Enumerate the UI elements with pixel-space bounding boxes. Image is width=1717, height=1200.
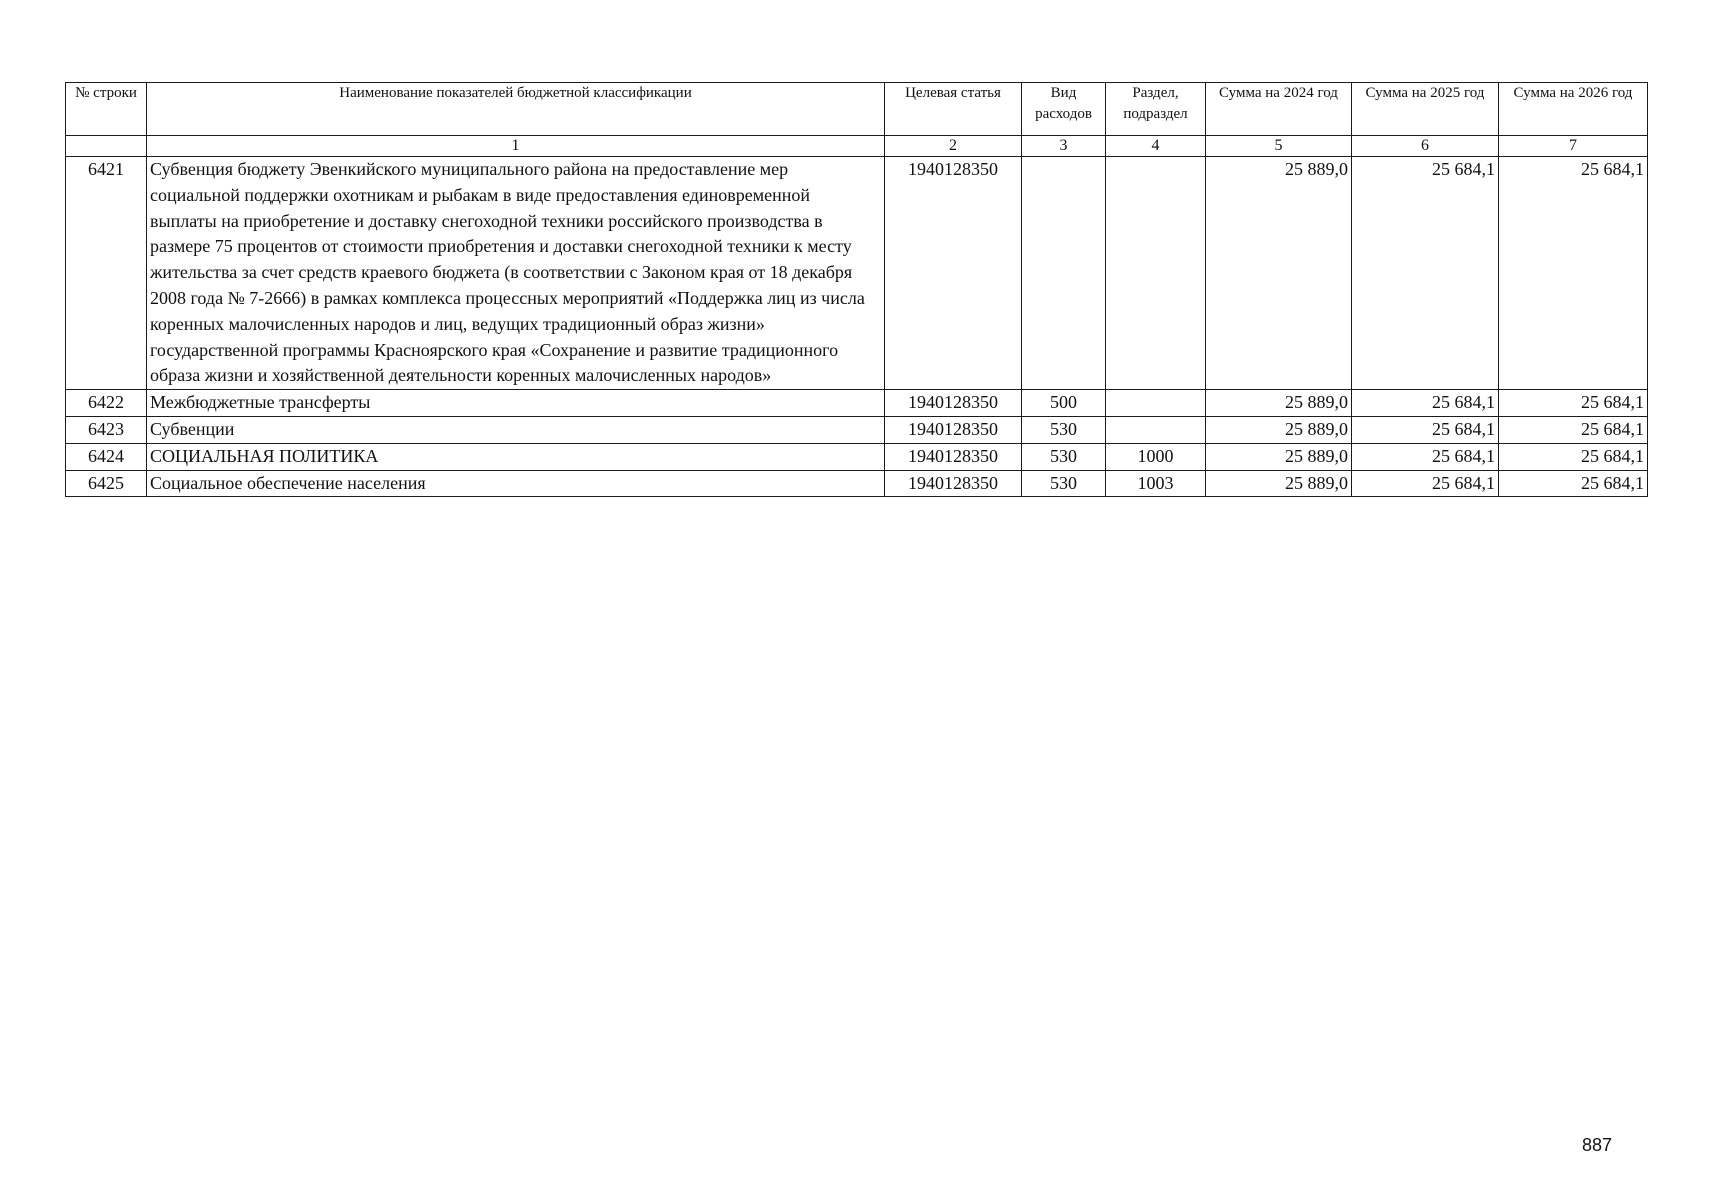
- header-indicator-name: Наименование показателей бюджетной классификации: [147, 83, 885, 136]
- sum-2026: 25 684,1: [1499, 470, 1648, 497]
- column-number: 3: [1022, 136, 1106, 157]
- column-number: 6: [1352, 136, 1499, 157]
- header-sum-2024: Сумма на 2024 год: [1206, 83, 1352, 136]
- section-code: [1106, 416, 1206, 443]
- row-number: 6423: [66, 416, 147, 443]
- target-article: 1940128350: [885, 416, 1022, 443]
- sum-2025: 25 684,1: [1352, 390, 1499, 417]
- budget-table-container: [65, 82, 1647, 497]
- row-number: 6424: [66, 443, 147, 470]
- expense-kind: 500: [1022, 390, 1106, 417]
- sum-2026: 25 684,1: [1499, 390, 1648, 417]
- sum-2025: 25 684,1: [1352, 470, 1499, 497]
- header-target-article: Целевая статья: [885, 83, 1022, 136]
- table-row: [66, 470, 1648, 497]
- sum-2024: 25 889,0: [1206, 390, 1352, 417]
- header-section: Раздел, подраздел: [1106, 83, 1206, 136]
- indicator-name: Субвенции: [147, 416, 885, 443]
- section-code: 1003: [1106, 470, 1206, 497]
- header-sum-2026: Сумма на 2026 год: [1499, 83, 1648, 136]
- table-row: [66, 416, 1648, 443]
- target-article: 1940128350: [885, 157, 1022, 390]
- table-row: [66, 157, 1648, 390]
- indicator-name: Субвенция бюджету Эвенкийского муниципального района на предоставление мер социальной поддержки охотникам и рыбакам в виде предоставления единовременной выплаты на приобретение и доставку снегоходной техники российского производства в размере 75 процентов от стоимости приобретения и доставки снегоходной техники к месту жительства за счет средств краевого бюджета (в соответствии с Законом края от 18 декабря 2008 года № 7-2666) в рамках комплекса процессных мероприятий «Поддержка лиц из числа коренных малочисленных народов и лиц, ведущих традиционный образ жизни» государственной программы Красноярского края «Сохранение и развитие традиционного образа жизни и хозяйственной деятельности коренных малочисленных народов»: [147, 157, 885, 390]
- header-sum-2025: Сумма на 2025 год: [1352, 83, 1499, 136]
- sum-2026: 25 684,1: [1499, 416, 1648, 443]
- column-number: 5: [1206, 136, 1352, 157]
- column-number: 4: [1106, 136, 1206, 157]
- target-article: 1940128350: [885, 443, 1022, 470]
- column-number: [66, 136, 147, 157]
- sum-2024: 25 889,0: [1206, 470, 1352, 497]
- expense-kind: 530: [1022, 416, 1106, 443]
- page-number: 887: [1582, 1135, 1613, 1155]
- sum-2024: 25 889,0: [1206, 416, 1352, 443]
- indicator-name: Социальное обеспечение населения: [147, 470, 885, 497]
- header-row-number: № строки: [66, 83, 147, 136]
- row-number: 6421: [66, 157, 147, 390]
- table-row: [66, 390, 1648, 417]
- column-number: 7: [1499, 136, 1648, 157]
- column-number: 1: [147, 136, 885, 157]
- sum-2025: 25 684,1: [1352, 443, 1499, 470]
- expense-kind: [1022, 157, 1106, 390]
- section-code: 1000: [1106, 443, 1206, 470]
- target-article: 1940128350: [885, 390, 1022, 417]
- expense-kind: 530: [1022, 443, 1106, 470]
- row-number: 6422: [66, 390, 147, 417]
- indicator-name: Межбюджетные трансферты: [147, 390, 885, 417]
- sum-2026: 25 684,1: [1499, 443, 1648, 470]
- sum-2025: 25 684,1: [1352, 157, 1499, 390]
- column-numbers-row: [66, 136, 1648, 157]
- expense-kind: 530: [1022, 470, 1106, 497]
- section-code: [1106, 390, 1206, 417]
- header-expense-kind: Вид расходов: [1022, 83, 1106, 136]
- table-row: [66, 443, 1648, 470]
- sum-2026: 25 684,1: [1499, 157, 1648, 390]
- sum-2024: 25 889,0: [1206, 443, 1352, 470]
- section-code: [1106, 157, 1206, 390]
- target-article: 1940128350: [885, 470, 1022, 497]
- sum-2024: 25 889,0: [1206, 157, 1352, 390]
- sum-2025: 25 684,1: [1352, 416, 1499, 443]
- column-number: 2: [885, 136, 1022, 157]
- row-number: 6425: [66, 470, 147, 497]
- budget-table: [65, 82, 1648, 497]
- header-row: [66, 83, 1648, 136]
- indicator-name: СОЦИАЛЬНАЯ ПОЛИТИКА: [147, 443, 885, 470]
